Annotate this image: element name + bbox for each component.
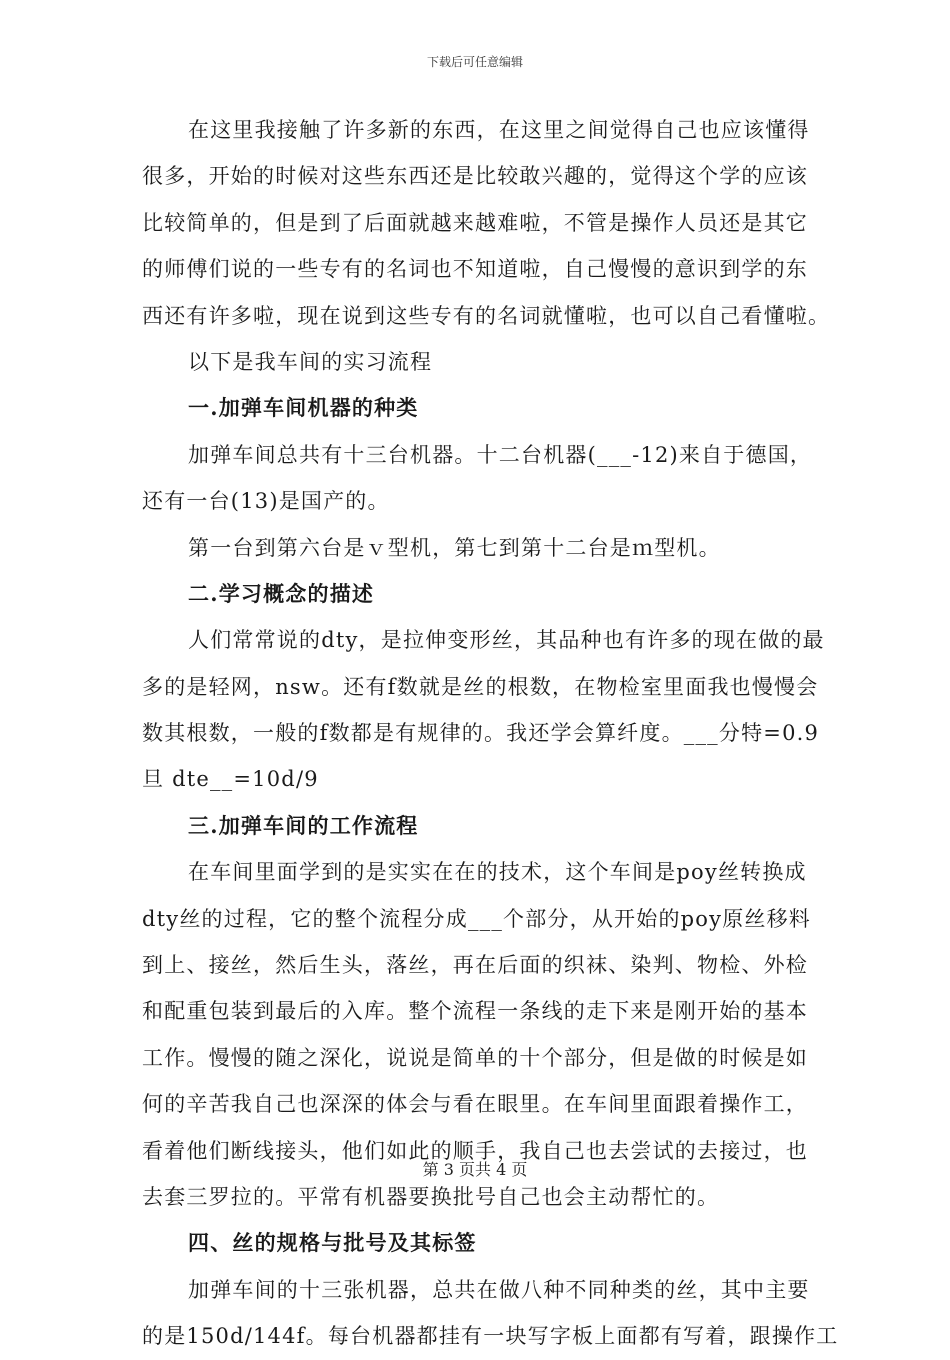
section-heading: 一.加弹车间机器的种类 — [188, 395, 419, 421]
paragraph-line: 第一台到第六台是ｖ型机，第七到第十二台是ｍ型机。 — [188, 535, 721, 560]
section-heading: 四、丝的规格与批号及其标签 — [188, 1230, 477, 1256]
paragraph-line: 去套三罗拉的。平常有机器要换批号自己也会主动帮忙的。 — [142, 1184, 720, 1209]
paragraph-line: 的是150d/144f。每台机器都挂有一块写字板上面都有写着，跟操作工 — [142, 1324, 839, 1349]
paragraph-line: dty丝的过程，它的整个流程分成___个部分，从开始的poy原丝移料 — [142, 906, 811, 931]
paragraph-line: 西还有许多啦，现在说到这些专有的名词就懂啦，也可以自己看懂啦。 — [142, 303, 831, 328]
paragraph-line: 还有一台(13)是国产的。 — [142, 489, 390, 514]
paragraph-line: 和配重包装到最后的入库。整个流程一条线的走下来是刚开始的基本 — [142, 999, 808, 1024]
section-heading: 二.学习概念的描述 — [188, 580, 375, 606]
paragraph-line: 加弹车间总共有十三台机器。十二台机器(___-12)来自于德国， — [188, 442, 813, 467]
paragraph-line: 人们常常说的dty，是拉伸变形丝，其品种也有许多的现在做的最 — [188, 628, 825, 653]
section-heading: 三.加弹车间的工作流程 — [188, 812, 419, 838]
paragraph-line: 很多，开始的时候对这些东西还是比较敢兴趣的，觉得这个学的应该 — [142, 164, 808, 189]
paragraph-line: 数其根数，一般的f数都是有规律的。我还学会算纤度。___分特=0.9 — [142, 721, 820, 746]
paragraph-line: 以下是我车间的实习流程 — [188, 349, 433, 374]
paragraph-line: 到上、接丝，然后生头，落丝，再在后面的织袜、染判、物检、外检 — [142, 953, 808, 978]
page-header: 下载后可任意编辑 — [426, 55, 523, 69]
paragraph-line: 多的是轻网，nsw。还有f数就是丝的根数，在物检室里面我也慢慢会 — [142, 674, 819, 699]
paragraph-line: 旦 dte__=10d/9 — [142, 767, 319, 792]
paragraph-line: 何的辛苦我自己也深深的体会与看在眼里。在车间里面跟着操作工， — [142, 1092, 808, 1117]
paragraph-line: 的师傅们说的一些专有的名词也不知道啦，自己慢慢的意识到学的东 — [142, 257, 808, 282]
paragraph-line: 工作。慢慢的随之深化，说说是简单的十个部分，但是做的时候是如 — [142, 1045, 808, 1070]
paragraph-line: 加弹车间的十三张机器，总共在做八种不同种类的丝，其中主要 — [188, 1277, 810, 1302]
paragraph-line: 在这里我接触了许多新的东西，在这里之间觉得自己也应该懂得 — [188, 118, 810, 142]
paragraph-line: 在车间里面学到的是实实在在的技术，这个车间是poy丝转换成 — [188, 860, 807, 885]
paragraph-line: 看着他们断线接头，他们如此的顺手，我自己也去尝试的去接过，也 — [142, 1138, 808, 1163]
paragraph-line: 比较简单的，但是到了后面就越来越难啦，不管是操作人员还是其它 — [142, 210, 808, 235]
page-number: 第 3 页共 4 页 — [422, 1160, 528, 1179]
